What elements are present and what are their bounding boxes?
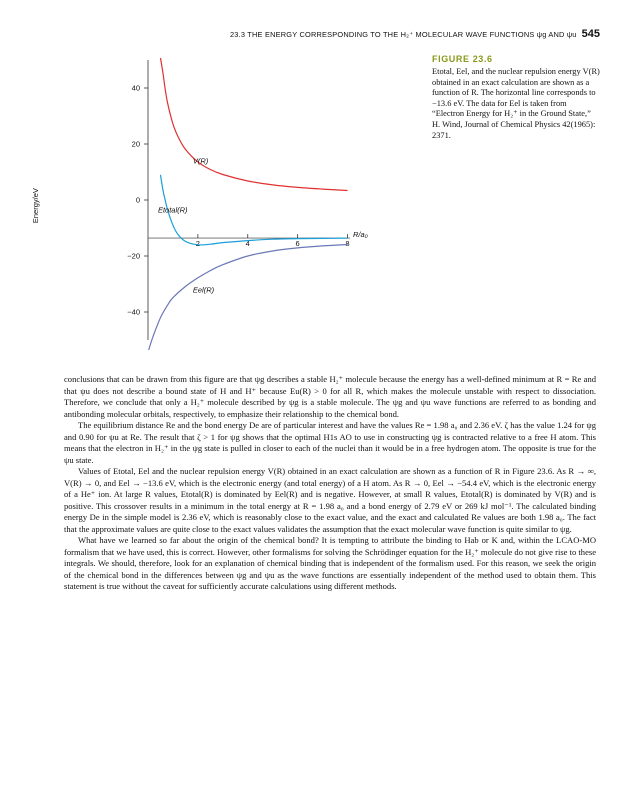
v-curve — [161, 58, 348, 191]
x-tick-label: 4 — [245, 239, 250, 249]
running-header — [230, 28, 600, 44]
paragraph-3: Values of Etotal, Eel and the nuclear repulsion energy V(R) obtained in an exact calculation are shown as a function of R in Figure 23.6. As R → ∞, V(R) → 0, and Eel → −13.6 eV, which is the electronic energy (and total energy) of a H atom. As R → 0, Eel → −54.4 eV, which is the electronic energy of a He⁺ ion. At large R values, Etotal(R) is dominated by Eel(R) and is negative. However, at small R values, Etotal(R) is dominated by V(R) and is positive. This crossover results in a minimum in the total energy at R = 1.98 a₀ and a bond energy of 2.79 eV or 269 kJ mol⁻¹. The calculated binding energy De in the simple model is 2.36 eV, which is reasonably close to the exact value, and the exact and calculated Re values are both 1.98 a₀. The fact that the approximate values are quite close to the exact values validates the assumption that the exact molecular wave function is quite similar to ψg. — [64, 466, 596, 534]
running-title: 23.3 THE ENERGY CORRESPONDING TO THE H₂⁺ MOLECULAR WAVE FUNCTIONS ψg AND ψu — [230, 30, 577, 39]
etotal-curve-label: Etotal(R) — [157, 205, 188, 215]
y-tick-label: 20 — [131, 139, 140, 149]
etotal-curve — [161, 175, 348, 245]
paragraph-1: conclusions that can be drawn from this figure are that ψg describes a stable H₂⁺ molecule because the energy has a well-defined minimum at R = Re and that ψu does not describe a bound state of H and H⁺ because Eu(R) > 0 for all R, which makes the molecule unstable with respect to dissociation. Therefore, we conclude that only a H₂⁺ molecule described by ψg is a stable molecule. The ψg and ψu wave functions are referred to as bonding and antibonding molecular orbitals, respectively, to emphasize their relationship to the chemical bond. — [64, 374, 596, 419]
body-text — [64, 374, 596, 593]
y-tick-label: 40 — [131, 83, 140, 93]
x-tick-label: 6 — [295, 239, 300, 249]
x-tick-label: 8 — [345, 239, 350, 249]
y-tick-label: −40 — [127, 307, 140, 317]
paragraph-2: The equilibrium distance Re and the bond energy De are of particular interest and have the values Re = 1.98 a₀ and 2.36 eV. ζ has the value 1.24 for ψg and 0.90 for ψu at Re. The result that ζ > 1 for ψg shows that the optimal H1s AO to use in constructing ψg is contracted relative to a free H atom. This means that the electron in H₂⁺ in the ψg state is pulled in closer to each of the nuclei than it would be in a free hydrogen atom. The opposite is true for the ψu state. — [64, 420, 596, 465]
energy-chart — [20, 50, 420, 350]
eel-curve-label: Eel(R) — [192, 285, 215, 295]
y-tick-label: −20 — [127, 251, 140, 261]
eel-curve — [148, 245, 348, 351]
x-tick-label: 2 — [195, 239, 200, 249]
v-curve-label: V(R) — [192, 156, 209, 166]
y-tick-label: 0 — [135, 195, 140, 205]
page-number: 545 — [581, 28, 600, 40]
figure-caption: Etotal, Eel, and the nuclear repulsion energy V(R) obtained in an exact calculation are shown as a function of R. The horizontal line corresponds to −13.6 eV. The data for Eel is taken from “Electron Energy for H₂⁺ in the Ground State,” H. Wind, Journal of Chemical Physics 42(1965): 2371. — [432, 67, 600, 140]
x-axis-label: R/a₀ — [353, 230, 368, 240]
figure-label: FIGURE 23.6 — [432, 54, 493, 64]
y-axis-label: Energy/eV — [31, 188, 40, 224]
paragraph-4: What have we learned so far about the origin of the chemical bond? It is tempting to attribute the binding to Hab or K and, within the LCAO-MO formalism that we have used, this is correct. However, other formalisms for solving the Schrödinger equation for the H₂⁺ molecule do not give rise to these integrals. We should, therefore, look for an explanation of chemical binding that is independent of the formalism used. For this reason, we seek the origin of the chemical bond in the differences between ψg and ψu as the wave functions are essentially independent of the method used to obtain them. This statement is true without the caveat for sufficiently accurate calculations using different methods. — [64, 535, 596, 591]
